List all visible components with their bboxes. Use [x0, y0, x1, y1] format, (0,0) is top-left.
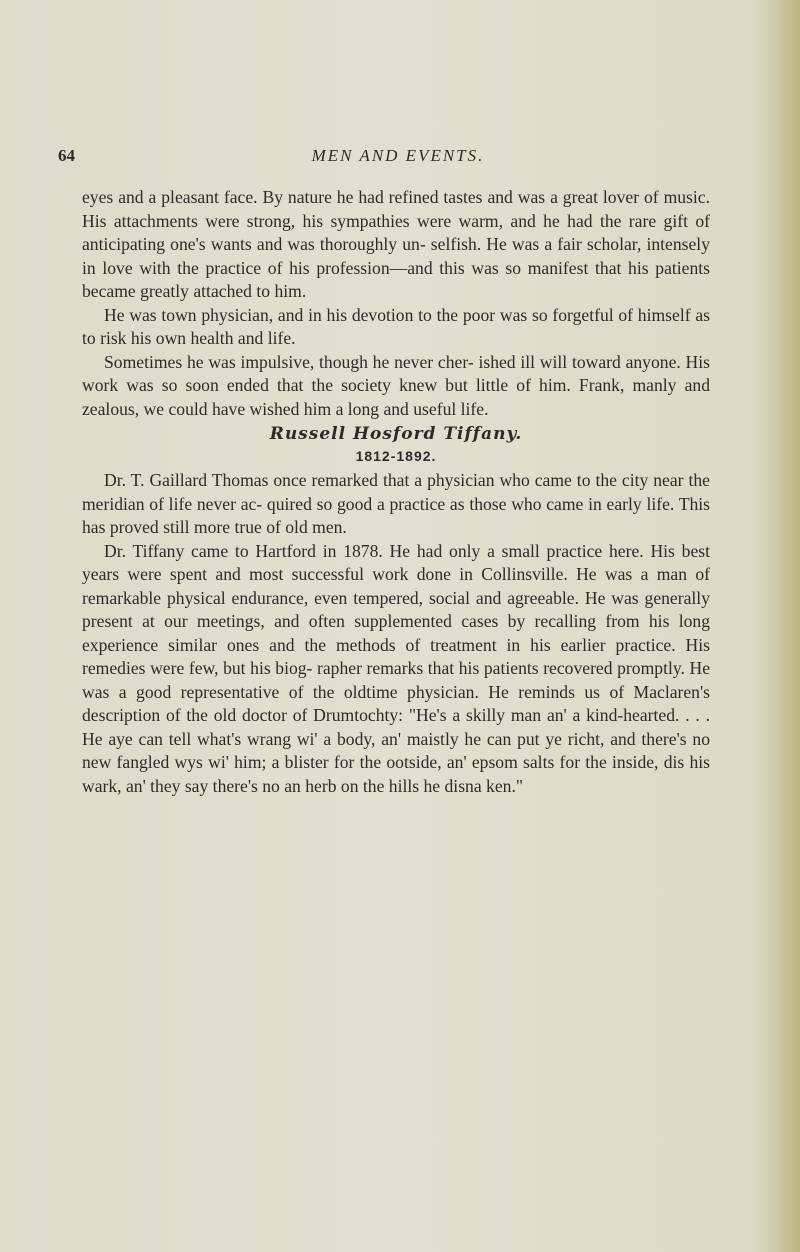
paragraph: Sometimes he was impulsive, though he never cher- ished ill will toward anyone. His work was so soon ended that the society knew but little of him. Frank, manly and zealous, we could have wished him a long and useful life. [82, 351, 710, 419]
running-head [58, 146, 738, 170]
paragraph: He was town physician, and in his devotion to the poor was so forgetful of himself as to risk his own health and life. [82, 304, 710, 348]
section-dates: 1812-1892. [355, 448, 437, 464]
text-block [82, 186, 710, 798]
paragraph: eyes and a pleasant face. By nature he had refined tastes and was a great lover of music. His attachments were strong, his sympathies were warm, and he had the rare gift of anticipating one's wants and was thoroughly un- selfish. He was a fair scholar, intensely in love with the practice of his profession—and this was so manifest that his patients became greatly attached to him. [82, 187, 710, 301]
paragraph: Dr. Tiffany came to Hartford in 1878. He had only a small practice here. His best years were spent and most successful work done in Collinsville. He was a man of remarkable physical endurance, even tempered, social and agreeable. He was generally present at our meetings, and often supplemented cases by recalling from his long experience similar ones and the methods of treatment in his earlier practice. His remedies were few, but his biog- rapher remarks that his patients recovered promptly. He was a good representative of the oldtime physician. He reminds us of Maclaren's description of the old doctor of Drumtochty: "He's a skilly man an' a kind-hearted. . . . He aye can tell what's wrang wi' a body, an' maistly he can put ye richt, and there's no new fangled wys wi' him; a blister for the ootside, an' epsom salts for the inside, dis his wark, an' they say there's no an herb on the hills he disna ken." [82, 540, 710, 796]
page-number: 64 [58, 146, 75, 165]
paragraph: Dr. T. Gaillard Thomas once remarked that a physician who came to the city near the meridian of life never ac- quired so good a practice as those who came in early life. This has proved still more true of old men. [82, 470, 710, 537]
running-title: MEN AND EVENTS. [311, 146, 485, 165]
section-heading: Russell Hosford Tiffany. [269, 424, 523, 444]
